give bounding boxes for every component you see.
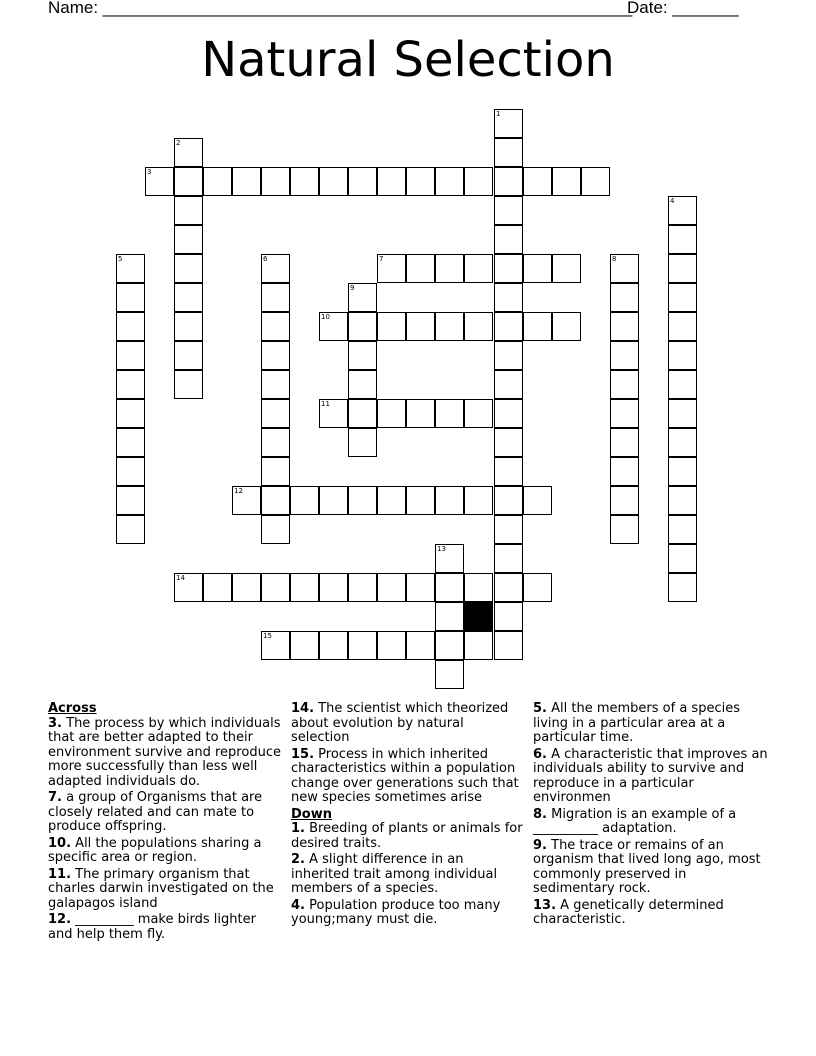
grid-cell[interactable] bbox=[464, 486, 493, 515]
grid-cell[interactable] bbox=[435, 486, 464, 515]
grid-cell[interactable] bbox=[261, 486, 290, 515]
grid-cell[interactable] bbox=[610, 515, 639, 544]
grid-cell[interactable] bbox=[116, 283, 145, 312]
grid-cell[interactable] bbox=[494, 312, 523, 341]
clue-number: 12. bbox=[48, 912, 72, 927]
cell-number: 5 bbox=[118, 255, 123, 263]
clue-item bbox=[533, 808, 769, 837]
grid-cell[interactable] bbox=[464, 167, 493, 196]
grid-cell[interactable] bbox=[523, 167, 552, 196]
grid-cell[interactable] bbox=[319, 486, 348, 515]
clue-text: Migration is an example of a __________ adaptation. bbox=[533, 806, 737, 836]
grid-cell[interactable] bbox=[552, 254, 581, 283]
grid-cell[interactable] bbox=[464, 312, 493, 341]
grid-cell[interactable] bbox=[494, 225, 523, 254]
grid-cell[interactable] bbox=[290, 631, 319, 660]
grid-cell[interactable] bbox=[203, 167, 232, 196]
grid-cell[interactable] bbox=[435, 399, 464, 428]
clue-text: A genetically determined characteristic. bbox=[533, 897, 724, 927]
clue-text: Breeding of plants or animals for desired traits. bbox=[291, 821, 523, 851]
grid-cell[interactable] bbox=[494, 428, 523, 457]
grid-cell[interactable] bbox=[261, 631, 290, 660]
clue-number: 11. bbox=[48, 866, 72, 882]
clue-text: _________ make birds lighter and help them fly. bbox=[48, 912, 256, 942]
clue-item bbox=[533, 899, 769, 928]
clues-column-2 bbox=[291, 702, 523, 930]
grid-cell[interactable] bbox=[552, 167, 581, 196]
grid-cell[interactable] bbox=[668, 312, 697, 341]
grid-cell[interactable] bbox=[174, 138, 203, 167]
grid-cell[interactable] bbox=[261, 428, 290, 457]
grid-cell[interactable] bbox=[348, 486, 377, 515]
cell-number: 13 bbox=[437, 545, 446, 553]
clue-number: 5. bbox=[533, 701, 547, 716]
grid-cell[interactable] bbox=[494, 515, 523, 544]
clue-item bbox=[291, 748, 523, 806]
clue-item bbox=[291, 822, 523, 851]
grid-cell[interactable] bbox=[435, 631, 464, 660]
grid-cell[interactable] bbox=[610, 341, 639, 370]
grid-cell[interactable] bbox=[261, 167, 290, 196]
grid-cell[interactable] bbox=[610, 457, 639, 486]
grid-cell[interactable] bbox=[668, 399, 697, 428]
clue-text: Process in which inherited characteristics within a population change over generations such that new species sometimes arise bbox=[291, 746, 519, 805]
grid-cell[interactable] bbox=[406, 486, 435, 515]
grid-cell[interactable] bbox=[406, 254, 435, 283]
grid-cell[interactable] bbox=[377, 312, 406, 341]
grid-cell[interactable] bbox=[261, 341, 290, 370]
grid-cell[interactable] bbox=[464, 399, 493, 428]
grid-cell[interactable] bbox=[435, 167, 464, 196]
grid-cell[interactable] bbox=[116, 312, 145, 341]
clue-text: a group of Organisms that are closely related and can mate to produce offspring. bbox=[48, 790, 263, 834]
grid-cell[interactable] bbox=[290, 486, 319, 515]
clue-number: 7. bbox=[48, 790, 62, 805]
cell-number: 14 bbox=[176, 574, 185, 582]
grid-cell[interactable] bbox=[494, 602, 523, 631]
grid-cell[interactable] bbox=[319, 631, 348, 660]
grid-cell[interactable] bbox=[494, 167, 523, 196]
cell-number: 15 bbox=[263, 632, 272, 640]
grid-cell[interactable] bbox=[406, 312, 435, 341]
grid-cell[interactable] bbox=[668, 225, 697, 254]
clue-item bbox=[533, 748, 769, 806]
clue-item bbox=[48, 791, 284, 835]
grid-cell[interactable] bbox=[261, 573, 290, 602]
grid-cell[interactable] bbox=[552, 312, 581, 341]
clue-text: Population produce too many young;many must die. bbox=[291, 897, 501, 927]
clue-number: 10. bbox=[48, 835, 72, 851]
grid-cell[interactable] bbox=[348, 428, 377, 457]
clue-text: A characteristic that improves an individuals ability to survive and reproduce in a particular environmen bbox=[533, 746, 768, 805]
clue-number: 15. bbox=[291, 746, 315, 762]
clue-number: 6. bbox=[533, 746, 547, 762]
grid-cell[interactable] bbox=[406, 399, 435, 428]
cell-number: 12 bbox=[234, 487, 243, 495]
clue-item bbox=[533, 702, 769, 746]
grid-cell[interactable] bbox=[494, 486, 523, 515]
grid-cell[interactable] bbox=[377, 254, 406, 283]
grid-cell[interactable] bbox=[174, 225, 203, 254]
grid-cell[interactable] bbox=[435, 660, 464, 689]
grid-cell[interactable] bbox=[174, 196, 203, 225]
clues-column-1 bbox=[48, 702, 284, 944]
grid-cell[interactable] bbox=[610, 370, 639, 399]
clue-text: The primary organism that charles darwin investigated on the galapagos island bbox=[48, 866, 274, 911]
clue-number: 13. bbox=[533, 897, 557, 913]
clue-number: 3. bbox=[48, 715, 62, 731]
grid-cell[interactable] bbox=[406, 573, 435, 602]
clue-item bbox=[291, 899, 523, 928]
grid-cell[interactable] bbox=[348, 399, 377, 428]
grid-cell[interactable] bbox=[523, 486, 552, 515]
cell-number: 7 bbox=[379, 255, 384, 263]
grid-cell[interactable] bbox=[668, 428, 697, 457]
grid-cell[interactable] bbox=[610, 399, 639, 428]
grid-cell[interactable] bbox=[348, 631, 377, 660]
clue-number: 8. bbox=[533, 806, 547, 822]
clue-number: 2. bbox=[291, 852, 305, 867]
grid-cell[interactable] bbox=[348, 370, 377, 399]
grid-cell[interactable] bbox=[523, 573, 552, 602]
cell-number: 11 bbox=[321, 400, 330, 408]
grid-cell[interactable] bbox=[668, 457, 697, 486]
grid-cell[interactable] bbox=[174, 254, 203, 283]
clue-text: All the members of a species living in a particular area at a particular time. bbox=[533, 701, 740, 745]
grid-cell[interactable] bbox=[494, 138, 523, 167]
grid-cell[interactable] bbox=[261, 283, 290, 312]
grid-cell[interactable] bbox=[261, 515, 290, 544]
grid-cell[interactable] bbox=[668, 341, 697, 370]
grid-cell[interactable] bbox=[116, 341, 145, 370]
grid-cell[interactable] bbox=[261, 457, 290, 486]
grid-cell[interactable] bbox=[232, 573, 261, 602]
grid-cell[interactable] bbox=[261, 399, 290, 428]
grid-cell[interactable] bbox=[377, 486, 406, 515]
clue-item bbox=[48, 717, 284, 790]
clue-text: A slight difference in an inherited trait among individual members of a species. bbox=[291, 852, 498, 896]
cell-number: 2 bbox=[176, 139, 181, 147]
grid-cell[interactable] bbox=[581, 167, 610, 196]
grid-cell[interactable] bbox=[668, 196, 697, 225]
grid-cell[interactable] bbox=[494, 196, 523, 225]
grid-cell[interactable] bbox=[377, 399, 406, 428]
grid-cell[interactable] bbox=[610, 283, 639, 312]
grid-cell[interactable] bbox=[610, 254, 639, 283]
grid-cell[interactable] bbox=[435, 602, 464, 631]
clue-item bbox=[48, 868, 284, 912]
grid-cell[interactable] bbox=[610, 312, 639, 341]
grid-cell[interactable] bbox=[261, 254, 290, 283]
grid-cell[interactable] bbox=[174, 167, 203, 196]
grid-cell[interactable] bbox=[494, 109, 523, 138]
clue-item bbox=[48, 837, 284, 866]
grid-cell[interactable] bbox=[174, 370, 203, 399]
grid-cell[interactable] bbox=[174, 283, 203, 312]
clues-column-3 bbox=[533, 702, 769, 930]
clue-item bbox=[533, 839, 769, 897]
grid-cell[interactable] bbox=[668, 515, 697, 544]
grid-cell[interactable] bbox=[319, 312, 348, 341]
grid-cell[interactable] bbox=[116, 370, 145, 399]
grid-cell[interactable] bbox=[116, 457, 145, 486]
clue-text: The process by which individuals that are better adapted to their environment survive and reproduce more successfully than less well adapted individuals do. bbox=[48, 715, 281, 789]
grid-cell[interactable] bbox=[668, 370, 697, 399]
grid-cell[interactable] bbox=[610, 428, 639, 457]
clue-text: The scientist which theorized about evolution by natural selection bbox=[291, 701, 509, 745]
grid-cell[interactable] bbox=[348, 167, 377, 196]
clue-text: The trace or remains of an organism that lived long ago, most commonly preserved in sedimentary rock. bbox=[533, 837, 761, 896]
grid-cell[interactable] bbox=[145, 167, 174, 196]
clue-text: All the populations sharing a specific area or region. bbox=[48, 835, 262, 865]
grid-cell[interactable] bbox=[319, 399, 348, 428]
cell-number: 8 bbox=[612, 255, 617, 263]
grid-cell[interactable] bbox=[494, 370, 523, 399]
clue-item bbox=[48, 913, 284, 942]
cell-number: 4 bbox=[670, 197, 675, 205]
grid-cell[interactable] bbox=[116, 486, 145, 515]
grid-cell[interactable] bbox=[435, 312, 464, 341]
name-field-label: Name: ________________________________________________________ bbox=[48, 0, 633, 17]
cell-number: 9 bbox=[350, 284, 355, 292]
grid-cell[interactable] bbox=[406, 631, 435, 660]
clue-item bbox=[291, 853, 523, 897]
cell-number: 1 bbox=[496, 110, 501, 118]
cell-number: 3 bbox=[147, 168, 152, 176]
across-heading: Across bbox=[48, 701, 97, 716]
grid-cell[interactable] bbox=[523, 312, 552, 341]
cell-number: 6 bbox=[263, 255, 268, 263]
grid-cell[interactable] bbox=[348, 312, 377, 341]
grid-cell[interactable] bbox=[377, 167, 406, 196]
grid-cell[interactable] bbox=[261, 312, 290, 341]
grid-cell[interactable] bbox=[348, 341, 377, 370]
down-heading: Down bbox=[291, 806, 332, 822]
grid-cell[interactable] bbox=[174, 312, 203, 341]
grid-cell[interactable] bbox=[116, 399, 145, 428]
grid-cell[interactable] bbox=[174, 341, 203, 370]
grid-cell[interactable] bbox=[464, 573, 493, 602]
grid-cell[interactable] bbox=[494, 283, 523, 312]
grid-cell[interactable] bbox=[290, 167, 319, 196]
clue-number: 9. bbox=[533, 837, 547, 853]
grid-cell[interactable] bbox=[348, 283, 377, 312]
grid-cell[interactable] bbox=[435, 544, 464, 573]
clue-number: 14. bbox=[291, 701, 315, 716]
grid-cell[interactable] bbox=[232, 486, 261, 515]
grid-cell[interactable] bbox=[668, 254, 697, 283]
black-cell bbox=[464, 602, 493, 631]
grid-cell[interactable] bbox=[377, 573, 406, 602]
grid-cell[interactable] bbox=[494, 631, 523, 660]
grid-cell[interactable] bbox=[464, 254, 493, 283]
grid-cell[interactable] bbox=[610, 486, 639, 515]
grid-cell[interactable] bbox=[668, 486, 697, 515]
clue-number: 1. bbox=[291, 821, 305, 836]
grid-cell[interactable] bbox=[319, 573, 348, 602]
grid-cell[interactable] bbox=[494, 573, 523, 602]
grid-cell[interactable] bbox=[494, 399, 523, 428]
grid-cell[interactable] bbox=[348, 573, 377, 602]
grid-cell[interactable] bbox=[494, 341, 523, 370]
grid-cell[interactable] bbox=[203, 573, 232, 602]
grid-cell[interactable] bbox=[377, 631, 406, 660]
grid-cell[interactable] bbox=[435, 573, 464, 602]
grid-cell[interactable] bbox=[494, 457, 523, 486]
grid-cell[interactable] bbox=[523, 254, 552, 283]
grid-cell[interactable] bbox=[261, 370, 290, 399]
grid-cell[interactable] bbox=[435, 254, 464, 283]
cell-number: 10 bbox=[321, 313, 330, 321]
grid-cell[interactable] bbox=[494, 544, 523, 573]
grid-cell[interactable] bbox=[668, 283, 697, 312]
page-title: Natural Selection bbox=[201, 32, 615, 88]
date-field-label: Date: _______ bbox=[627, 0, 739, 17]
grid-cell[interactable] bbox=[174, 573, 203, 602]
grid-cell[interactable] bbox=[232, 167, 261, 196]
grid-cell[interactable] bbox=[668, 573, 697, 602]
grid-cell[interactable] bbox=[668, 544, 697, 573]
grid-cell[interactable] bbox=[319, 167, 348, 196]
grid-cell[interactable] bbox=[494, 254, 523, 283]
grid-cell[interactable] bbox=[290, 573, 319, 602]
clue-item bbox=[291, 702, 523, 746]
grid-cell[interactable] bbox=[116, 428, 145, 457]
grid-cell[interactable] bbox=[406, 167, 435, 196]
grid-cell[interactable] bbox=[116, 515, 145, 544]
grid-cell[interactable] bbox=[464, 631, 493, 660]
clue-number: 4. bbox=[291, 897, 305, 913]
grid-cell[interactable] bbox=[116, 254, 145, 283]
